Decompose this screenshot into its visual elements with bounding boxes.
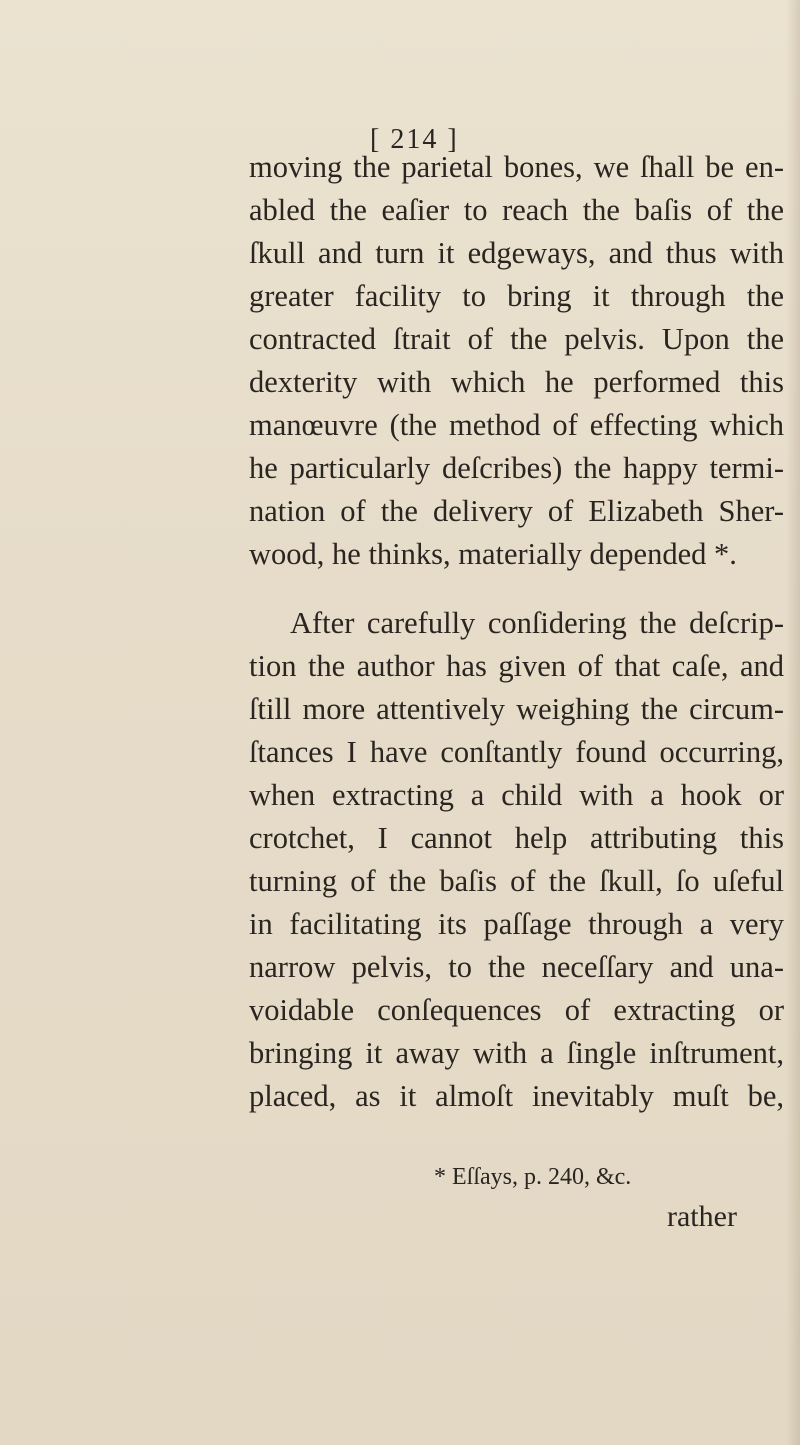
body-line: contracted ſtrait of the pelvis. Upon the [249, 322, 784, 356]
page-number-header: [ 214 ] [370, 124, 459, 155]
body-line: manœuvre (the method of effecting which [249, 408, 784, 442]
catchword: rather [667, 1200, 737, 1233]
body-line: ſtances I have conſtantly found occurring, [249, 735, 784, 769]
body-line: crotchet, I cannot help attributing this [249, 821, 784, 855]
body-line: ſkull and turn it edgeways, and thus with [249, 236, 784, 270]
body-line: bringing it away with a ſingle inſtrument, [249, 1036, 784, 1070]
body-line: greater facility to bring it through the [249, 279, 784, 313]
body-line: abled the eaſier to reach the baſis of the [249, 193, 784, 227]
body-line: placed, as it almoſt inevitably muſt be, [249, 1079, 784, 1113]
body-line: dexterity with which he performed this [249, 365, 784, 399]
page-edge-shadow [786, 0, 800, 1445]
body-line: he particularly deſcribes) the happy termi- [249, 451, 784, 485]
body-line: nation of the delivery of Elizabeth Sher- [249, 494, 784, 528]
body-line: narrow pelvis, to the neceſſary and una- [249, 950, 784, 984]
body-line: turning of the baſis of the ſkull, ſo uſeful [249, 864, 784, 898]
body-line: moving the parietal bones, we ſhall be en- [249, 150, 784, 184]
body-line: in facilitating its paſſage through a very [249, 907, 784, 941]
body-line: voidable conſequences of extracting or [249, 993, 784, 1027]
footnote: * Eſſays, p. 240, &c. [434, 1164, 632, 1190]
body-line: wood, he thinks, materially depended *. [249, 537, 737, 571]
body-line: After carefully conſidering the deſcrip- [290, 606, 784, 640]
body-line: when extracting a child with a hook or [249, 778, 784, 812]
body-line: ſtill more attentively weighing the circum- [249, 692, 784, 726]
body-line: tion the author has given of that caſe, and [249, 649, 784, 683]
